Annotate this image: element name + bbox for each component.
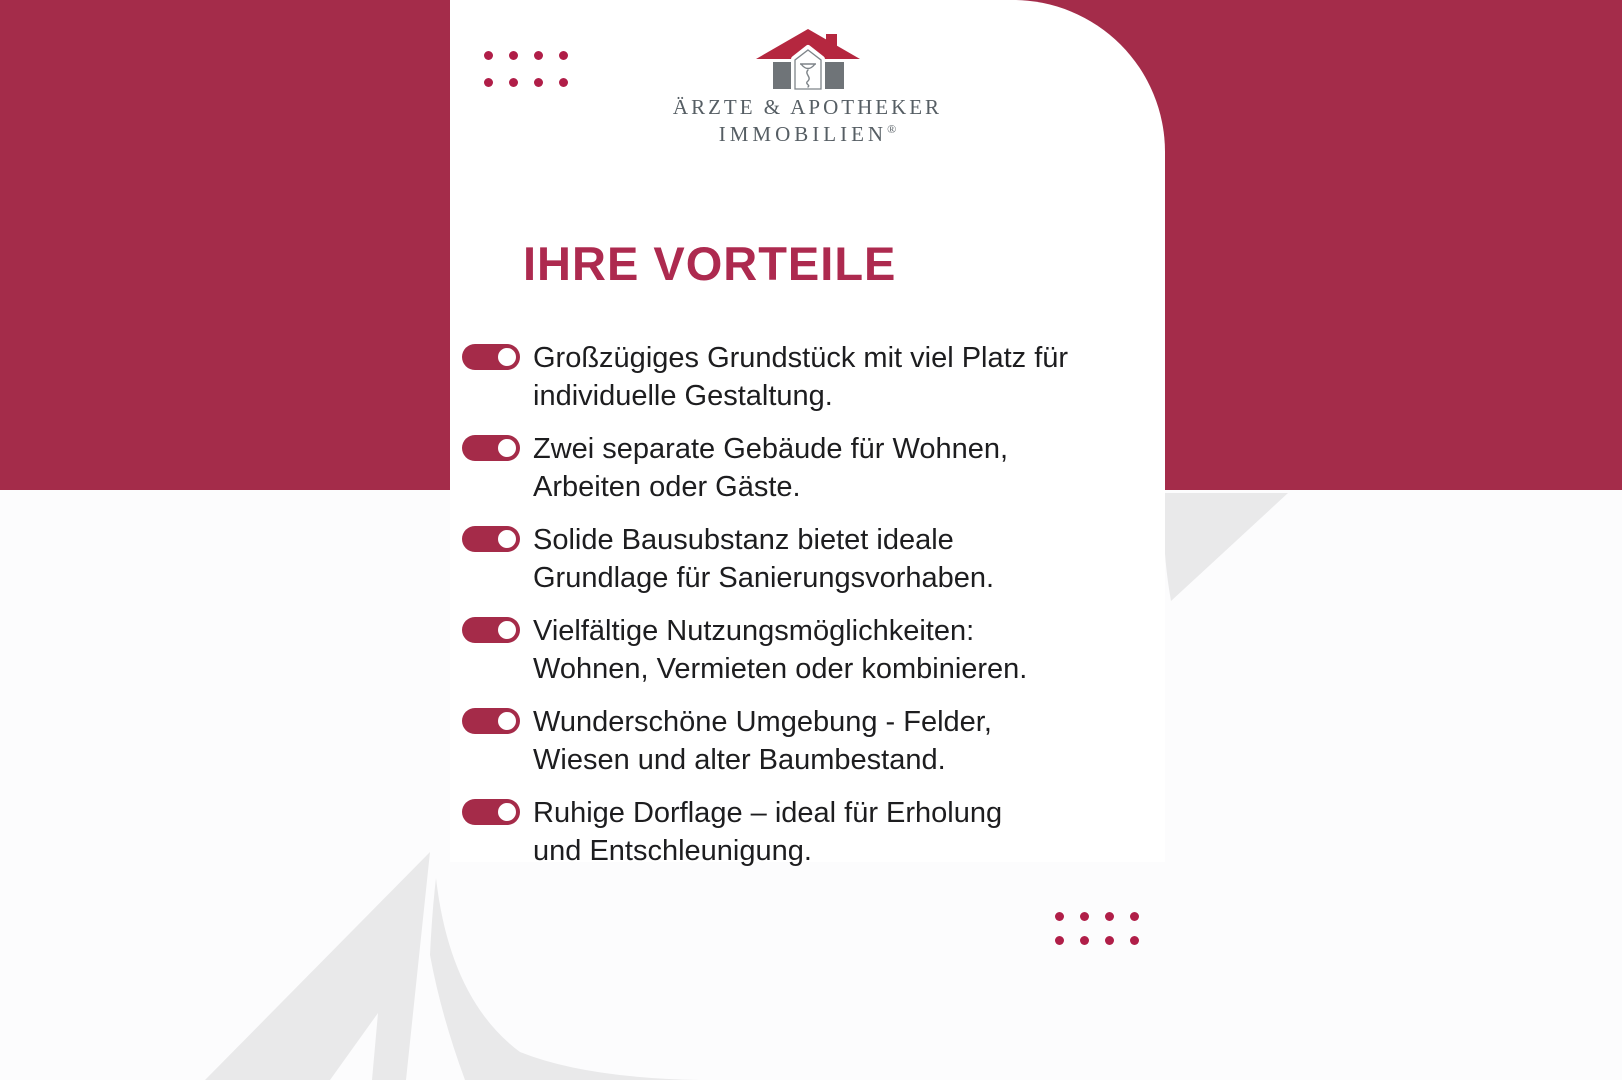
benefit-text-line: Großzügiges Grundstück mit viel Platz für xyxy=(533,342,1069,374)
benefit-text xyxy=(533,430,1008,506)
brand-name: IMMOBILIEN xyxy=(718,122,888,146)
benefit-item xyxy=(462,612,1068,688)
page-title: IHRE VORTEILE xyxy=(523,237,897,290)
benefit-text-line: und Entschleunigung. xyxy=(533,835,812,867)
dot-icon xyxy=(1080,912,1089,921)
benefit-item xyxy=(462,430,1068,506)
benefit-text xyxy=(533,339,1068,415)
dot-icon xyxy=(1080,936,1089,945)
dot-icon xyxy=(1055,912,1064,921)
benefit-item xyxy=(462,794,1068,870)
benefit-text-line: Wiesen und alter Baumbestand. xyxy=(533,744,946,776)
benefit-text-line: individuelle Gestaltung. xyxy=(533,380,833,412)
benefit-text xyxy=(533,703,992,779)
benefit-item xyxy=(462,703,1068,779)
toggle-knob xyxy=(495,527,519,551)
benefit-toggle[interactable] xyxy=(462,617,520,643)
benefit-text-line: Grundlage für Sanierungsvorhaben. xyxy=(533,562,995,594)
benefit-text-line: Zwei separate Gebäude für Wohnen, xyxy=(533,433,1009,465)
benefit-text xyxy=(533,521,994,597)
benefit-toggle[interactable] xyxy=(462,526,520,552)
toggle-knob xyxy=(495,709,519,733)
benefit-text-line: Solide Bausubstanz bietet ideale xyxy=(533,524,954,556)
benefit-toggle[interactable] xyxy=(462,344,520,370)
benefit-text xyxy=(533,612,1027,688)
brand-name-line2 xyxy=(450,122,1165,147)
benefit-toggle[interactable] xyxy=(462,435,520,461)
benefit-toggle[interactable] xyxy=(462,799,520,825)
toggle-knob xyxy=(495,345,519,369)
dot-icon xyxy=(1130,912,1139,921)
benefit-text-line: Wohnen, Vermieten oder kombinieren. xyxy=(533,653,1028,685)
toggle-knob xyxy=(495,436,519,460)
brand-name-line1: ÄRZTE & APOTHEKER xyxy=(672,95,943,119)
benefit-text-line: Wunderschöne Umgebung - Felder, xyxy=(533,706,992,738)
benefits-list xyxy=(462,339,1068,870)
dot-icon xyxy=(1105,936,1114,945)
brand-logo xyxy=(450,26,1165,147)
registered-mark: ® xyxy=(887,122,897,136)
benefit-text xyxy=(533,794,1002,870)
benefit-text-line: Vielfältige Nutzungsmöglichkeiten: xyxy=(533,615,975,647)
content-card xyxy=(450,0,1165,867)
decorative-dots-bottom-right xyxy=(1055,912,1139,945)
house-logo-icon xyxy=(756,26,860,90)
toggle-knob xyxy=(495,800,519,824)
benefit-item xyxy=(462,339,1068,415)
benefit-text-line: Ruhige Dorflage – ideal für Erholung xyxy=(533,797,1003,829)
dot-icon xyxy=(1055,936,1064,945)
benefit-toggle[interactable] xyxy=(462,708,520,734)
benefit-text-line: Arbeiten oder Gäste. xyxy=(533,471,801,503)
dot-icon xyxy=(1105,912,1114,921)
dot-icon xyxy=(1130,936,1139,945)
toggle-knob xyxy=(495,618,519,642)
benefit-item xyxy=(462,521,1068,597)
